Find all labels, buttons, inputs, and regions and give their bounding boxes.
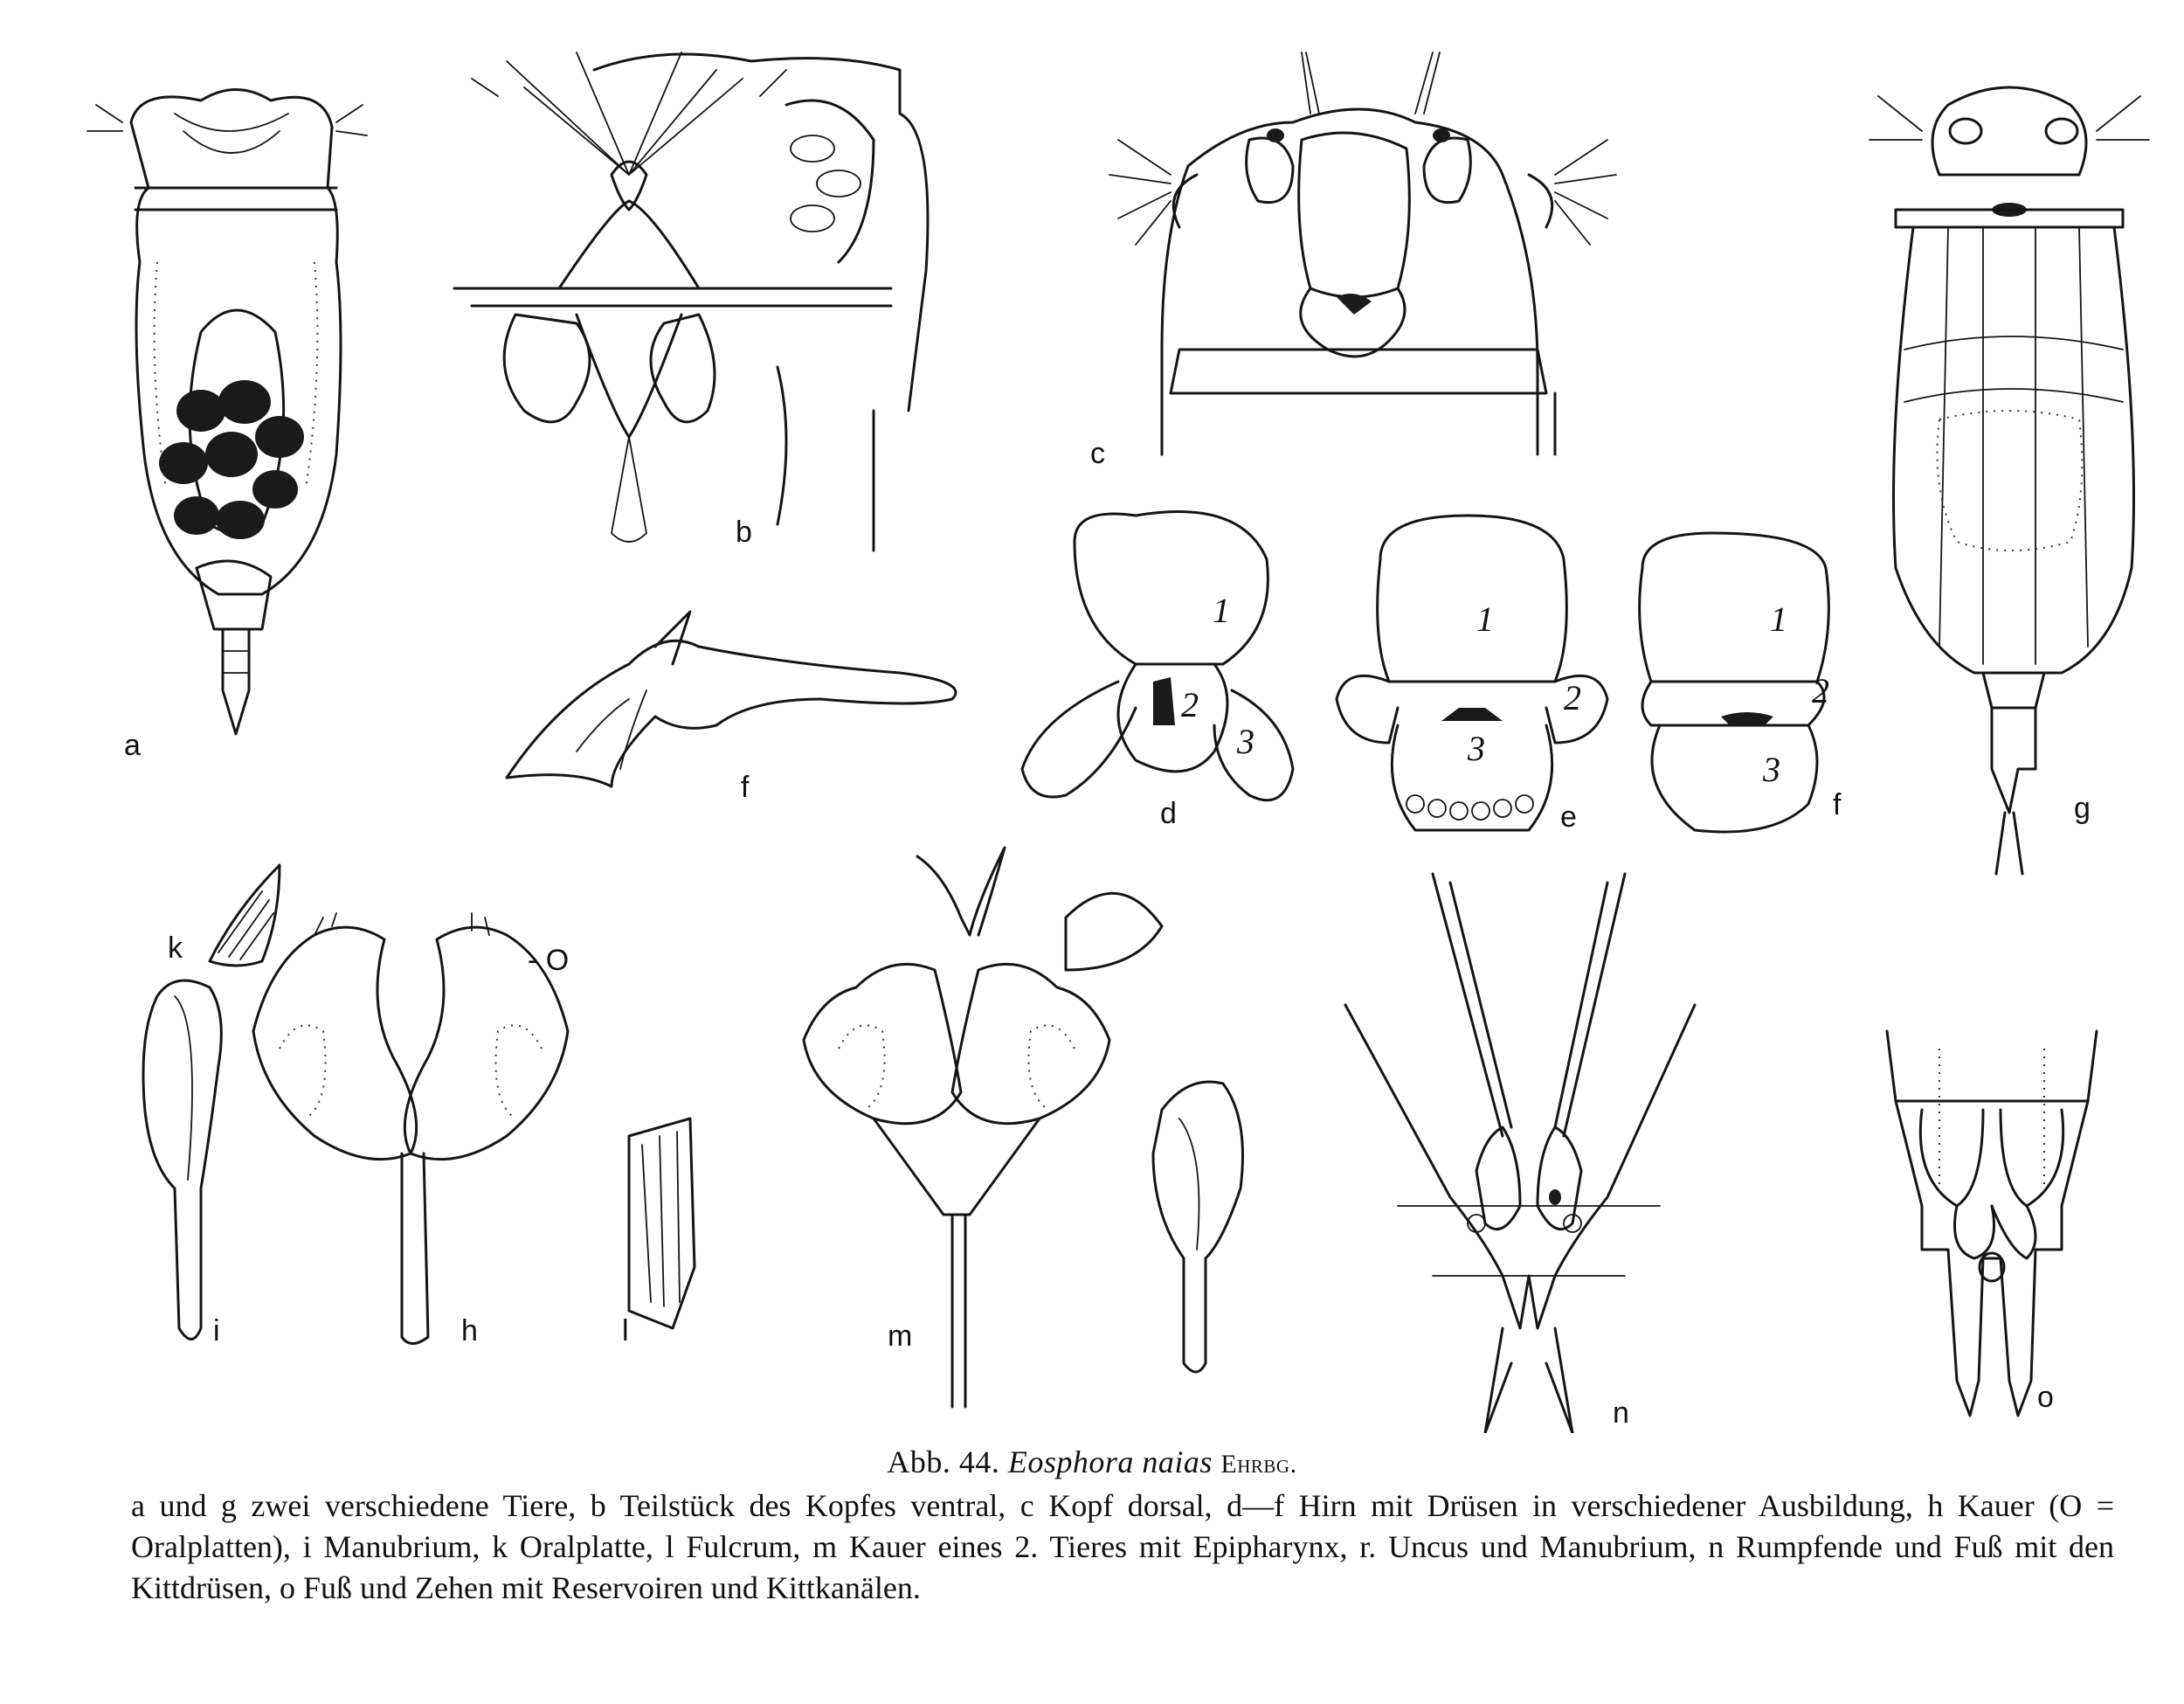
brain-f-number-3: 3 bbox=[1763, 750, 1780, 789]
drawing-h-kauer bbox=[253, 913, 568, 1344]
panel-label-oralplatten: - O bbox=[528, 944, 570, 977]
panel-label-k: k bbox=[168, 932, 183, 965]
drawing-l-fulcrum bbox=[629, 1119, 695, 1328]
drawing-a-whole-animal bbox=[87, 90, 367, 735]
drawing-n-rumpfende-fuss bbox=[1345, 874, 1695, 1433]
drawing-m-uncus-manubrium bbox=[1153, 1082, 1243, 1372]
brain-d-number-3: 3 bbox=[1237, 722, 1254, 761]
panel-label-g: g bbox=[2074, 792, 2091, 825]
panel-label-n: n bbox=[1613, 1396, 1629, 1430]
drawing-o-fuss-zehen bbox=[1887, 1031, 2097, 1416]
panel-label-o: o bbox=[2037, 1381, 2054, 1414]
panel-label-e: e bbox=[1560, 800, 1577, 834]
panel-label-a: a bbox=[124, 729, 141, 762]
figure-caption-title bbox=[0, 1444, 2184, 1480]
drawing-f-detail bbox=[507, 612, 956, 786]
panel-label-d: d bbox=[1160, 797, 1177, 830]
drawing-b-head-ventral bbox=[454, 52, 928, 551]
drawing-c-head-dorsal bbox=[1109, 52, 1616, 454]
caption-species: Eosphora naias bbox=[1007, 1444, 1213, 1479]
panel-label-f-top: f bbox=[741, 771, 750, 804]
drawing-e-brain bbox=[1337, 516, 1607, 830]
panel-label-f-brain: f bbox=[1833, 788, 1842, 821]
brain-e-number-1: 1 bbox=[1476, 599, 1494, 639]
brain-d-number-2: 2 bbox=[1181, 685, 1199, 724]
panel-label-h: h bbox=[461, 1314, 478, 1347]
brain-e-number-2: 2 bbox=[1564, 678, 1581, 717]
caption-prefix: Abb. 44. bbox=[887, 1444, 1000, 1479]
figure-caption-text: a und g zwei verschiedene Tiere, b Teilstück des Kopfes ventral, c Kopf dorsal, d—f Hirn mit Drüsen in verschiedener Ausbildung, h Kauer (O = Oralplatten), i Manubrium, k Oralplatte, l Fulcrum, m Kauer eines 2. Tieres mit Epipharynx, r. Uncus und Manubrium, n Rumpfende und Fuß mit den Kittdrüsen, o Fuß und Zehen mit Reservoiren und Kittkanälen. bbox=[131, 1488, 2114, 1605]
panel-label-c: c bbox=[1090, 437, 1105, 470]
brain-f-number-1: 1 bbox=[1770, 599, 1787, 639]
brain-f-number-2: 2 bbox=[1812, 671, 1829, 710]
panel-label-i: i bbox=[213, 1314, 220, 1347]
drawing-i-manubrium bbox=[143, 980, 221, 1340]
panel-label-l: l bbox=[622, 1314, 629, 1347]
caption-author: Ehrbg. bbox=[1220, 1450, 1297, 1479]
brain-e-number-3: 3 bbox=[1468, 729, 1485, 768]
drawing-g-whole-animal bbox=[1870, 87, 2149, 874]
drawing-m-kauer bbox=[804, 848, 1162, 1407]
brain-d-number-1: 1 bbox=[1213, 591, 1230, 630]
drawing-f-brain bbox=[1640, 533, 1829, 832]
panel-label-b: b bbox=[736, 516, 752, 549]
panel-label-m: m bbox=[888, 1320, 913, 1353]
drawing-k-oralplatte bbox=[210, 865, 280, 966]
